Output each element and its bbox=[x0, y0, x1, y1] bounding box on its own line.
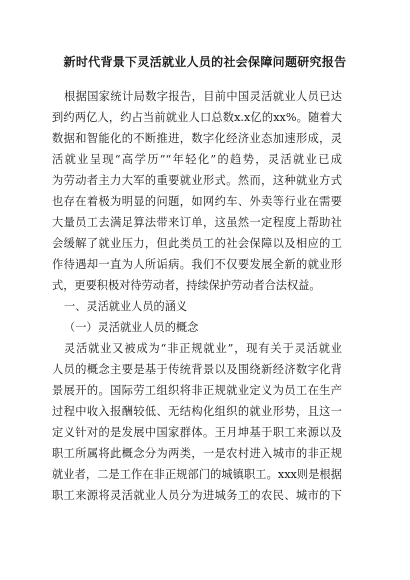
paragraph2-line: 就业者，二是工作在非正规部门的城镇职工。xxx则是根据 bbox=[52, 468, 342, 481]
section-heading: 一、灵活就业人员的涵义 bbox=[64, 300, 188, 313]
paragraph1-line: 作待遇却一直为人所诟病。我们不仅要发展全新的就业形 bbox=[52, 258, 342, 271]
paragraph2-line: 人员的概念主要是基于传统背景以及围绕新经济数字化背 bbox=[52, 363, 342, 376]
paragraph2-line: 职工所属将此概念分为两类，一是农村进入城市的非正规 bbox=[52, 447, 342, 460]
subsection-heading: （一）灵活就业人员的概念 bbox=[64, 321, 199, 334]
paragraph1-line: 大量员工去满足算法带来订单，这虽然一定程度上帮助社 bbox=[52, 216, 342, 229]
paragraph1-line: 到约两亿人，约占当前就业人口总数x.x亿的xx%。随着大 bbox=[52, 111, 342, 124]
paragraph1-line: 根据国家统计局数字报告，目前中国灵活就业人员已达 bbox=[64, 90, 342, 103]
paragraph2-line: 定义针对的是发展中国家群体。王月坤基于职工来源以及 bbox=[52, 426, 342, 439]
paragraph1-line: 数据和智能化的不断推进，数字化经济业态加速形成，灵 bbox=[52, 132, 342, 145]
document-title: 新时代背景下灵活就业人员的社会保障问题研究报告 bbox=[63, 55, 347, 69]
paragraph2-line: 职工来源将灵活就业人员分为进城务工的农民、城市的下 bbox=[52, 489, 342, 502]
paragraph1-line: 式，更要积极对待劳动者，持续保护劳动者合法权益。 bbox=[52, 279, 321, 292]
paragraph2-line: 过程中收入报酬较低、无结构化组织的就业形势，且这一 bbox=[52, 405, 342, 418]
paragraph1-line: 活就业呈现“高学历”“年轻化”的趋势，灵活就业已成 bbox=[52, 153, 342, 166]
paragraph1-line: 为劳动者主力大军的重要就业形式。然而，这种就业方式 bbox=[52, 174, 342, 187]
paragraph1-line: 也存在着极为明显的问题，如网约车、外卖等行业在需要 bbox=[52, 195, 342, 208]
paragraph1-line: 会缓解了就业压力，但此类员工的社会保障以及相应的工 bbox=[52, 237, 342, 250]
paragraph2-line: 灵活就业又被成为“非正规就业”，现有关于灵活就业 bbox=[64, 342, 342, 355]
paragraph2-line: 景展开的。国际劳工组织将非正规就业定义为员工在生产 bbox=[52, 384, 342, 397]
